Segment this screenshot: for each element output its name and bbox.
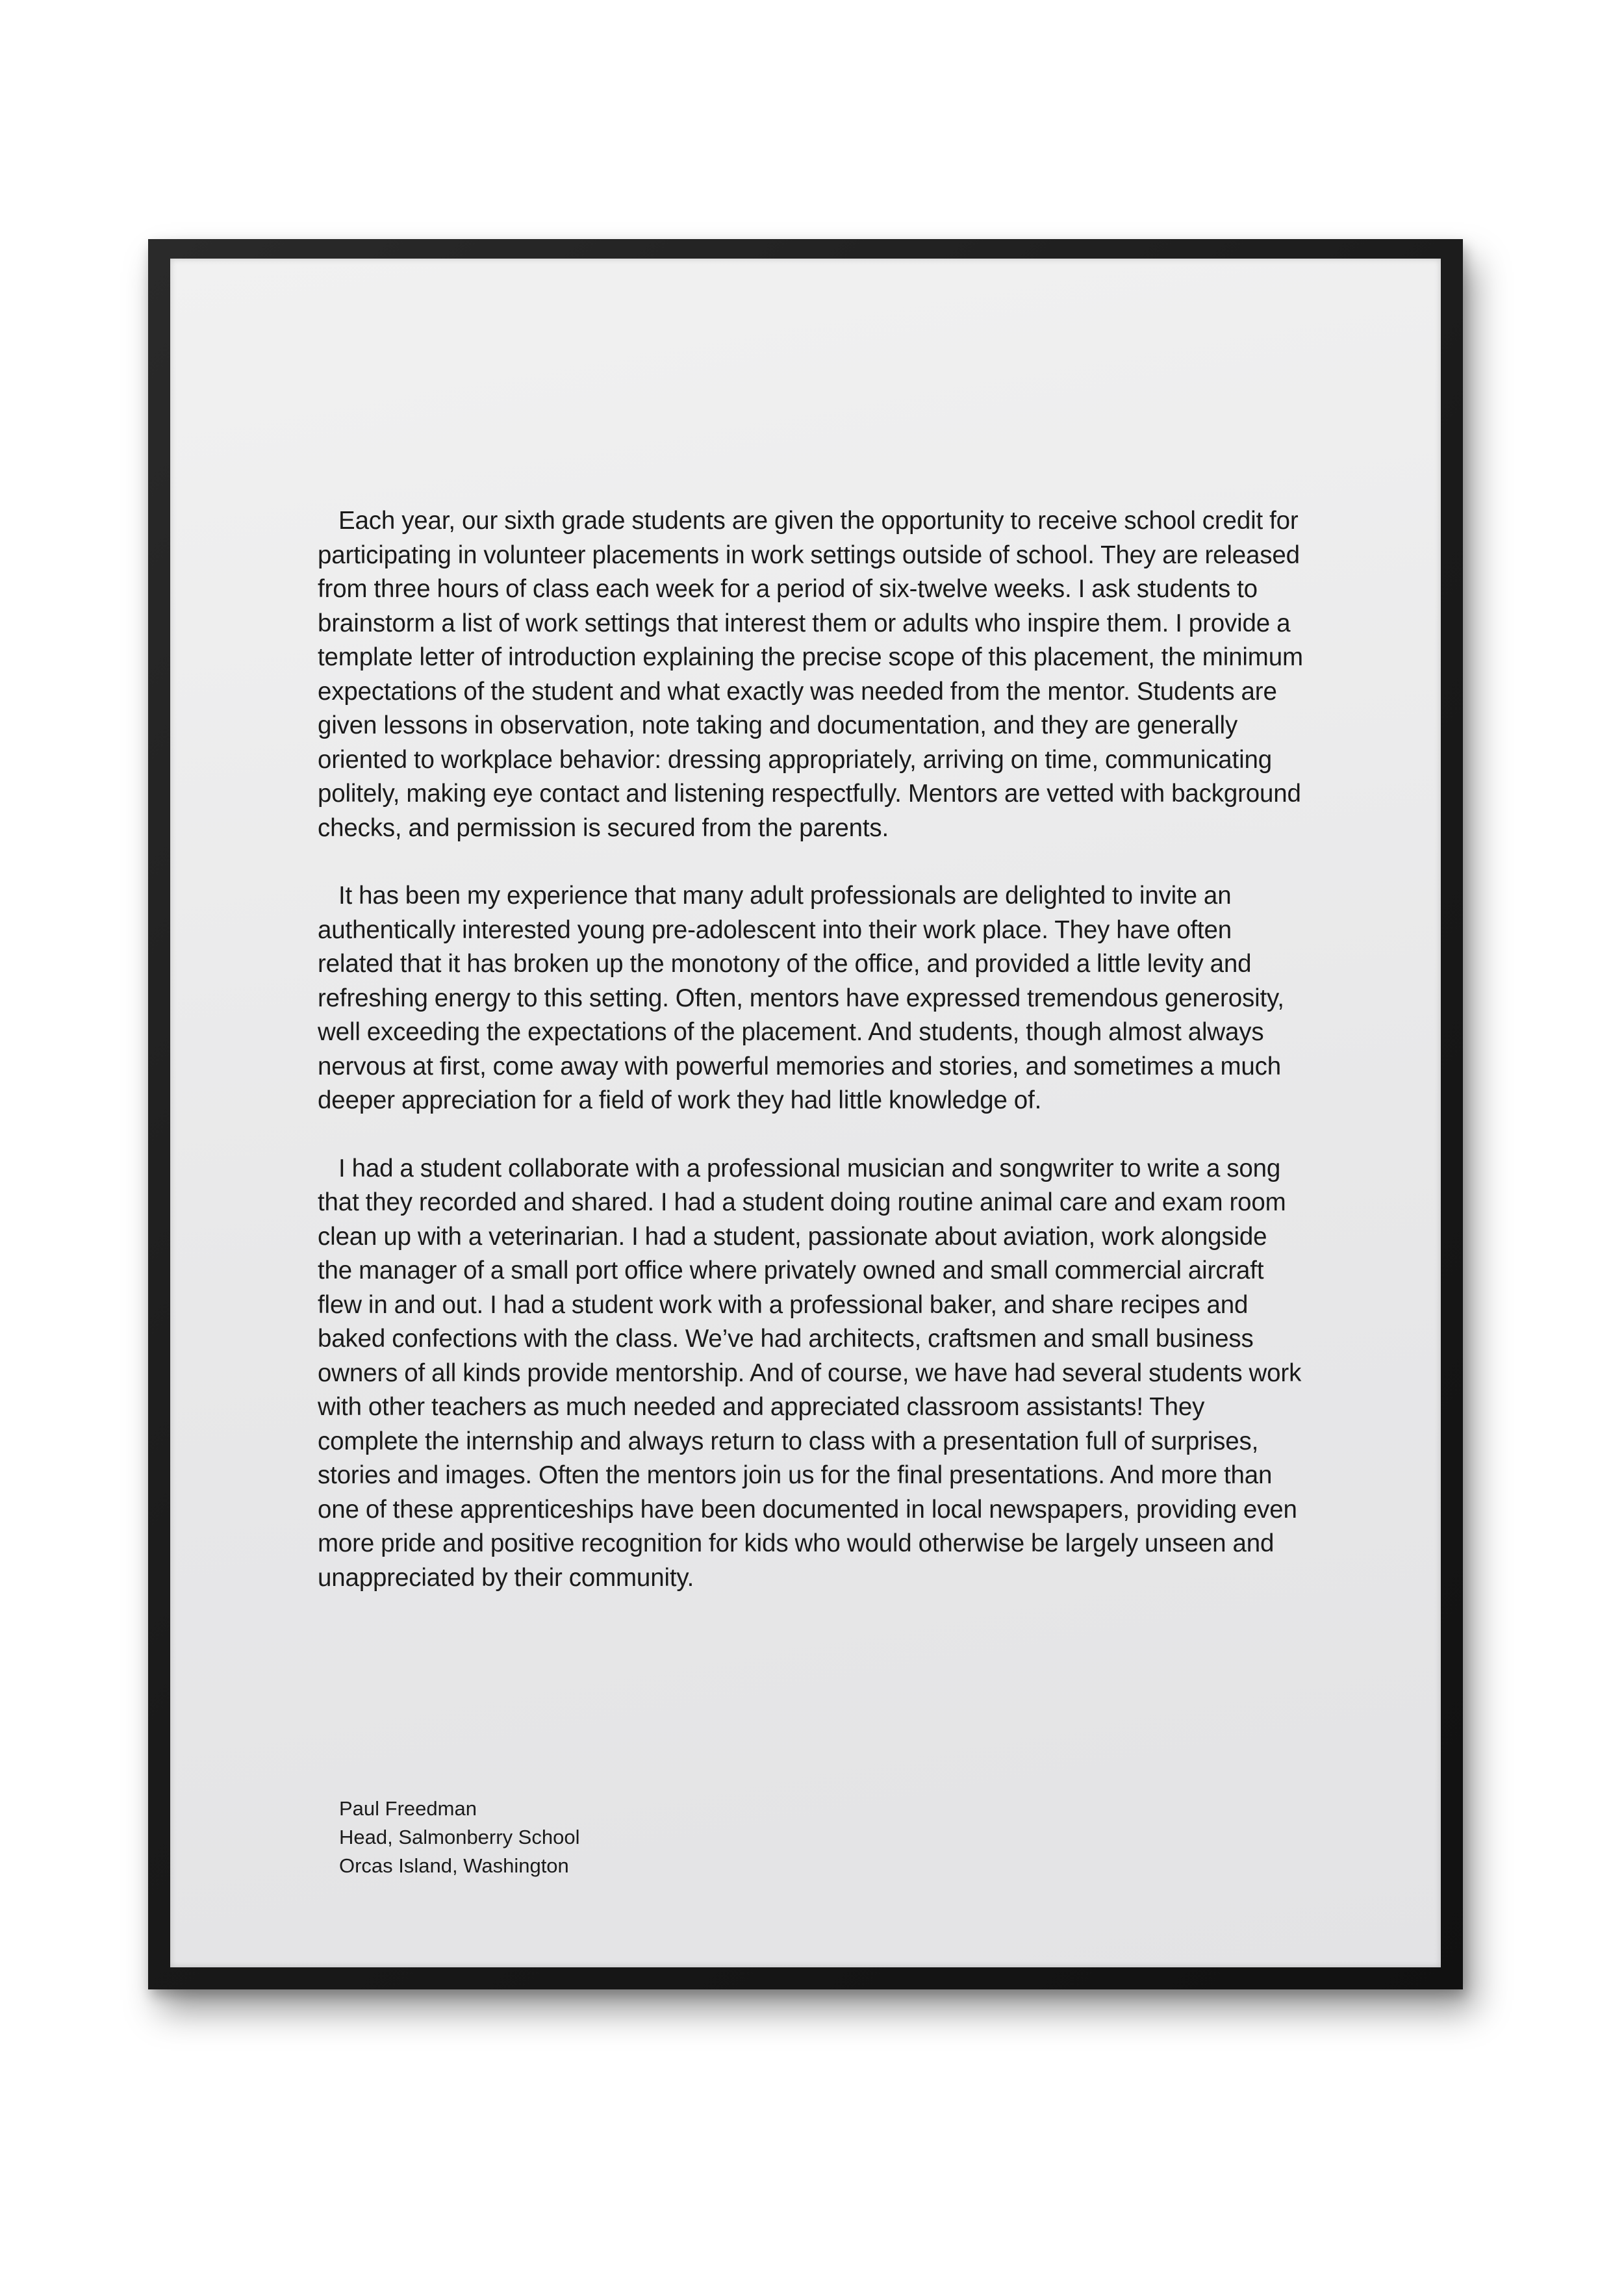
signature-title: Head, Salmonberry School [339, 1826, 580, 1848]
letter-body [318, 504, 1305, 1629]
letter-paragraph: Each year, our sixth grade students are given the opportunity to receive school credit for participating in volunteer placements in work settings outside of school. They are released from three hours of class each week for a period of six-twelve weeks. I ask students to brainstorm a list of work settings that interest them or adults who inspire them. I provide a template letter of introduction explaining the precise scope of this placement, the minimum expectations of the student and what exactly was needed from the mentor. Students are given lessons in observation, note taking and documentation, and they are generally oriented to workplace behavior: dressing appropriately, arriving on time, communicating politely, making eye contact and listening respectfully. Mentors are vetted with background checks, and permission is secured from the parents. [318, 507, 1303, 842]
letter-paragraph: I had a student collaborate with a professional musician and songwriter to write a song that they recorded and shared. I had a student doing routine animal care and exam room clean up with a veterinarian. I had a student, passionate about aviation, work alongside the manager of a small port office where privately owned and small commercial aircraft flew in and out. I had a student work with a professional baker, and share recipes and baked confections with the class. We’ve had architects, craftsmen and small business owners of all kinds provide mentorship. And of course, we have had several students work with other teachers as much needed and appreciated classroom assistants! They complete the internship and always return to class with a presentation full of surprises, stories and images. Often the mentors join us for the final presentations. And more than one of these apprenticeships have been documented in local newspapers, providing even more pride and positive recognition for kids who would otherwise be largely unseen and unappreciated by their community. [318, 1154, 1302, 1592]
letter-paragraph: It has been my experience that many adult professionals are delighted to invite an authentically interested young pre-adolescent into their work place. They have often related that it has broken up the monotony of the office, and provided a little levity and refreshing energy to this setting. Often, mentors have expressed tremendous generosity, well exceeding the expectations of the placement. And students, though almost always nervous at first, come away with powerful memories and stories, and sometimes a much deeper appreciation for a field of work they had little knowledge of. [318, 882, 1284, 1114]
signature-location: Orcas Island, Washington [339, 1854, 569, 1877]
signature-name: Paul Freedman [339, 1797, 477, 1820]
signature-block [339, 1795, 579, 1880]
